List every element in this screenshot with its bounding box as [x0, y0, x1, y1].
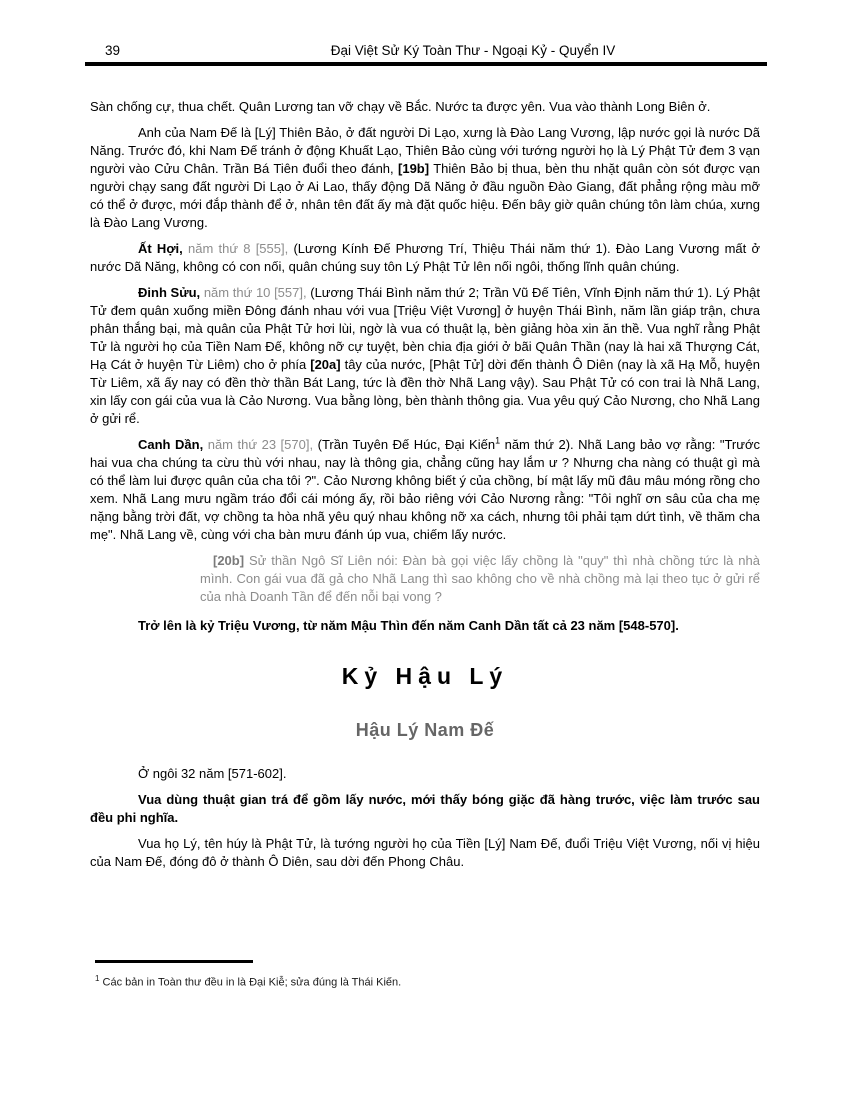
footnote-text: Các bản in Toàn thư đều in là Đại Kiễ; sửa đúng là Thái Kiến.	[102, 976, 402, 989]
footnote-marker: 1	[95, 974, 100, 983]
editorial-verdict	[90, 791, 760, 827]
text-segment: Trở lên là kỷ Triệu Vương, từ năm Mậu Thìn đến năm Canh Dần tất cả 23 năm [548-570].	[138, 618, 679, 633]
text-segment: Sàn chống cự, thua chết. Quân Lương tan vỡ chạy về Bắc. Nước ta được yên. Vua vào thành Long Biên ở.	[90, 99, 711, 114]
footnote-divider	[95, 960, 253, 963]
text-segment: Canh Dần,	[138, 437, 208, 452]
era-summary	[90, 617, 760, 635]
paragraph-canh-dan	[90, 436, 760, 544]
text-segment: [19b]	[398, 161, 430, 176]
footnote-reference: 1	[495, 435, 501, 446]
footnote	[95, 971, 755, 991]
paragraph-thien-bao	[90, 124, 760, 232]
text-segment: Anh của Nam Đế là [Lý] Thiên Bảo, ở đất người Di Lạo, xưng là Đào Lang Vương, lập nước gọi là nước Dã Năng. Trước đó, khi Nam Đế tránh ở động Khuất Lạo, Thiên Bảo cùng với tướng người họ là Lý Phật Tử đem 3 vạn người vào Cửu Chân. Trần Bá Tiên đuổi theo đánh,	[90, 125, 760, 176]
text-segment: Ở ngôi 32 năm [571-602].	[138, 766, 287, 781]
text-segment: năm thứ 10 [557],	[203, 285, 311, 300]
text-segment: Sử thần Ngô Sĩ Liên nói: Đàn bà gọi việc lấy chồng là "quy" thì nhà chồng tức là nhà mình. Con gái vua đã gả cho Nhã Lang thì sao không cho về nhà chồng mà lại theo tục ở gửi rể của nhà Doanh Tần để đến nỗi bại vong ?	[200, 553, 760, 604]
text-segment: Vua dùng thuật gian trá để gồm lấy nước, mới thấy bóng giặc đã hàng trước, việc làm trước sau đều phi nghĩa.	[90, 792, 760, 825]
text-segment: Kỷ Hậu Lý	[341, 663, 509, 689]
text-segment: (Lương Kính Đế Phương Trí, Thiệu Thái năm thứ 1). Đào Lang Vương mất ở nước Dã Năng, không có con nối, quân chúng suy tôn Lý Phật Tử lên nối ngôi, thống lĩnh quân chúng.	[90, 241, 761, 274]
historian-comment	[200, 552, 760, 606]
text-segment: năm thứ 23 [570],	[207, 437, 318, 452]
document-body	[90, 98, 760, 879]
text-segment: Đinh Sửu,	[138, 285, 204, 300]
page-number: 39	[105, 43, 121, 58]
paragraph-continuation	[90, 98, 760, 116]
text-segment: tây của nước, [Phật Tử] dời đến thành Ô Diên (nay là xã Hạ Mỗ, huyện Từ Liêm, xã ấy nay có đền thờ thần Bát Lang, tức là đền thờ Nhã Lang vậy). Sau Phật Tử có con trai là Nhã Lang, xin lấy con gái của vua là Cảo Nương. Vua bằng lòng, bèn thành thông gia. Vua yêu quý Cảo Nương, cho Nhã Lang ở gửi rể.	[90, 357, 760, 426]
paragraph-dinh-suu	[90, 284, 760, 428]
text-segment: năm thứ 8 [555],	[188, 241, 294, 256]
text-segment: (Lương Thái Bình năm thứ 2; Trần Vũ Đế Tiên, Vĩnh Định năm thứ 1). Lý Phật Tử đem quân xuống miền Đông đánh nhau với vua [Triệu Việt Vương] ở huyện Thái Bình, năm lần giáp trận, chưa phân thắng bại, mà quân của Phật Tử hơi lùi, ngờ là vua có thuật lạ, bèn giảng hòa xin ăn thề. Vua nghĩ rằng Phật Tử là người họ của Tiền Nam Đế, không nỡ cự tuyệt, bèn chia địa giới ở bãi Quân Thần (nay là hai xã Thượng Cát, Hạ Cát ở huyện Từ Liêm) cho ở phía	[90, 285, 760, 372]
chapter-title	[90, 663, 760, 689]
reign-length	[90, 765, 760, 783]
page-header	[85, 40, 767, 66]
text-segment: [20b]	[213, 553, 245, 568]
paragraph-at-hoi	[90, 240, 760, 276]
text-segment: [20a]	[310, 357, 341, 372]
text-segment: Ất Hợi,	[138, 241, 188, 256]
footnote-area	[95, 960, 755, 991]
paragraph-king-intro	[90, 835, 760, 871]
text-segment: (Trần Tuyên Đế Húc, Đại Kiến	[317, 437, 496, 452]
section-title	[90, 719, 760, 741]
text-segment: Vua họ Lý, tên húy là Phật Tử, là tướng người họ của Tiền [Lý] Nam Đế, đuổi Triệu Việt Vương, nối vị hiệu của Nam Đế, đóng đô ở thành Ô Diên, sau dời đến Phong Châu.	[90, 836, 760, 869]
text-segment: Hậu Lý Nam Đế	[355, 720, 495, 740]
text-segment: năm thứ 2). Nhã Lang bảo vợ rằng: "Trước hai vua cha chúng ta cừu thù với nhau, nay là thông gia, chẳng cũng hay lắm ư ? Nhưng cha nàng có thuật gì mà có thể làm lui được quân của cha tôi ?". Cảo Nương không biết ý của chồng, bí mật lấy mũ đâu mâu móng rồng cho xem. Nhã Lang mưu ngầm tráo đổi cái móng ấy, rồi bảo riêng với Cảo Nương rằng: "Tôi nghĩ ơn sâu của cha mẹ nặng bằng trời đất, vợ chồng ta hòa nhã yêu quý nhau không nỡ xa cách, nhưng tôi phải tạm dứt tình, về thăm cha mẹ". Nhã Lang về, cùng với cha bàn mưu đánh úp vua, chiếm lấy nước.	[90, 437, 760, 542]
header-title: Đại Việt Sử Ký Toàn Thư - Ngoại Kỷ - Quyển IV	[330, 43, 616, 58]
text-segment: Thiên Bảo bị thua, bèn thu nhặt quân còn sót được vạn người chạy sang đất người Di Lạo ở Ai Lao, thấy động Dã Năng ở đầu nguồn Đào Giang, đất phẳng rộng màu mỡ có thể ở được, mới đắp thành để ở, nhân tên đất ấy mà đặt quốc hiệu. Đến bây giờ quân chúng tôn làm chúa, xưng là Đào Lang Vương.	[90, 161, 761, 230]
